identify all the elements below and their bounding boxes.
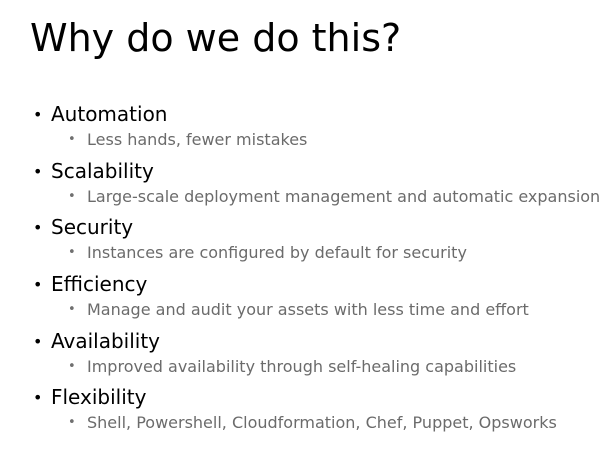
sub-bullet-text: Manage and audit your assets with less time and effort (87, 300, 529, 319)
bullet-label: Flexibility (51, 385, 147, 409)
bullet-icon: • (33, 388, 43, 407)
sub-bullet-icon: • (68, 359, 76, 374)
sub-bullet-text: Improved availability through self-healing capabilities (87, 357, 517, 376)
slide-title: Why do we do this? (30, 16, 402, 60)
bullet-icon: • (33, 218, 43, 237)
sub-bullet-icon: • (68, 302, 76, 317)
bullet-label: Scalability (51, 159, 154, 183)
sub-bullet-icon: • (68, 189, 76, 204)
sub-bullet-icon: • (68, 415, 76, 430)
sub-bullet-icon: • (68, 245, 76, 260)
sub-bullet-icon: • (68, 132, 76, 147)
sub-bullet-text: Less hands, fewer mistakes (87, 130, 308, 149)
bullet-label: Availability (51, 329, 161, 353)
bullet-icon: • (33, 162, 43, 181)
bullet-icon: • (33, 332, 43, 351)
sub-bullet-text: Large-scale deployment management and automatic expansion (87, 187, 601, 206)
sub-bullet-text: Shell, Powershell, Cloudformation, Chef, Puppet, Opsworks (87, 413, 557, 432)
bullet-label: Efficiency (51, 272, 148, 296)
bullet-label: Security (51, 215, 134, 239)
sub-bullet-text: Instances are configured by default for security (87, 243, 467, 262)
bullet-icon: • (33, 275, 43, 294)
bullet-label: Automation (51, 102, 168, 126)
bullet-icon: • (33, 105, 43, 124)
